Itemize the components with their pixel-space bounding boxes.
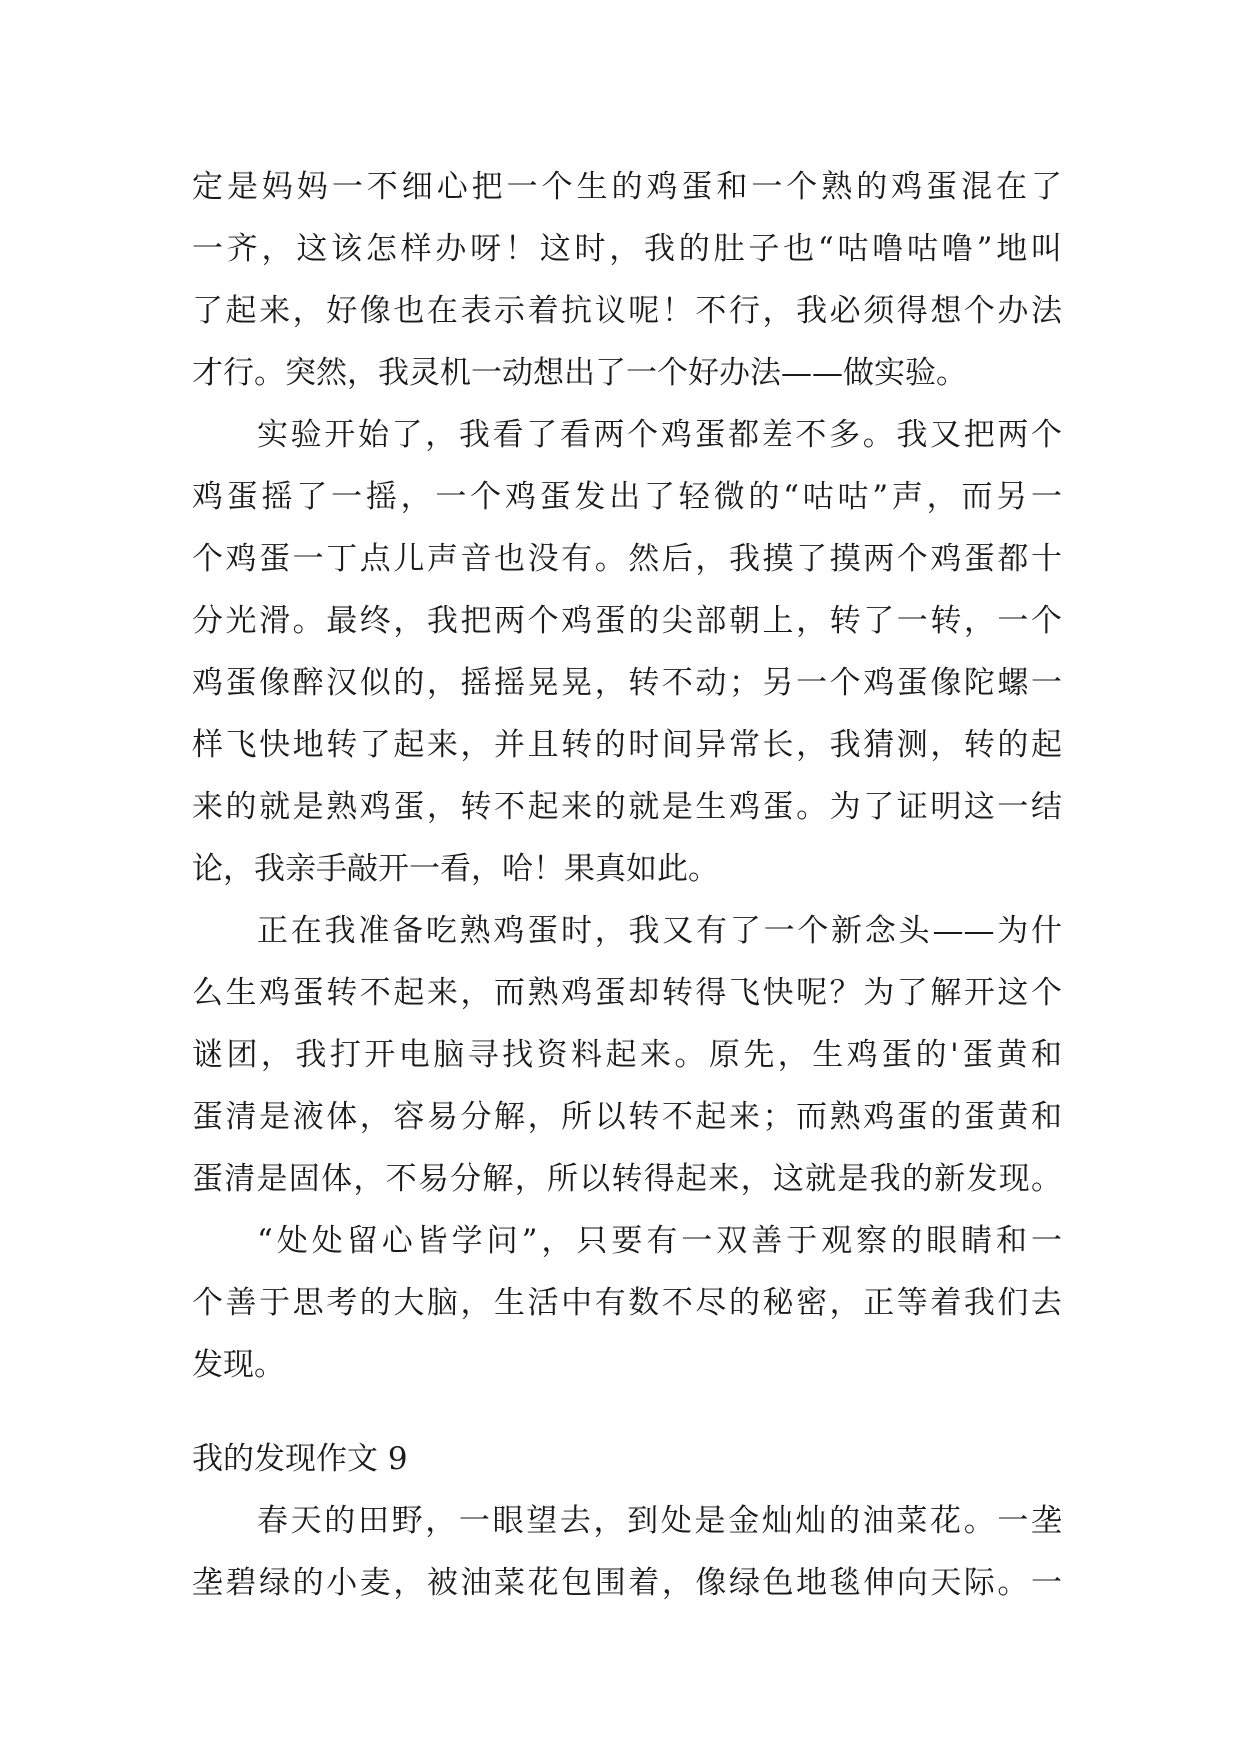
paragraph-2-line-6: 样飞快地转了起来，并且转的时间异常长，我猜测，转的起 (192, 727, 1062, 763)
paragraph-5-line-2: 垄碧绿的小麦，被油菜花包围着，像绿色地毯伸向天际。一 (192, 1565, 1062, 1601)
paragraph-2-line-4: 分光滑。最终，我把两个鸡蛋的尖部朝上，转了一转，一个 (192, 603, 1062, 639)
paragraph-1-line-4: 才行。突然，我灵机一动想出了一个好办法——做实验。 (192, 355, 967, 391)
section-title: 我的发现作文 9 (192, 1441, 408, 1477)
paragraph-1-line-1: 定是妈妈一不细心把一个生的鸡蛋和一个熟的鸡蛋混在了 (192, 169, 1062, 205)
paragraph-4-line-2: 个善于思考的大脑，生活中有数不尽的秘密，正等着我们去 (192, 1285, 1062, 1321)
paragraph-3-line-4: 蛋清是液体，容易分解，所以转不起来；而熟鸡蛋的蛋黄和 (192, 1099, 1062, 1135)
paragraph-1-line-3: 了起来，好像也在表示着抗议呢！不行，我必须得想个办法 (192, 293, 1062, 329)
paragraph-5-line-1: 春天的田野，一眼望去，到处是金灿灿的油菜花。一垄 (257, 1503, 1062, 1539)
paragraph-3-line-1: 正在我准备吃熟鸡蛋时，我又有了一个新念头——为什 (257, 913, 1062, 949)
paragraph-4-line-1: “处处留心皆学问”，只要有一双善于观察的眼睛和一 (257, 1223, 1062, 1259)
paragraph-3-line-2: 么生鸡蛋转不起来，而熟鸡蛋却转得飞快呢？为了解开这个 (192, 975, 1062, 1011)
paragraph-2-line-5: 鸡蛋像醉汉似的，摇摇晃晃，转不动；另一个鸡蛋像陀螺一 (192, 665, 1062, 701)
paragraph-3-line-3: 谜团，我打开电脑寻找资料起来。原先，生鸡蛋的'蛋黄和 (192, 1037, 1062, 1073)
paragraph-2-line-7: 来的就是熟鸡蛋，转不起来的就是生鸡蛋。为了证明这一结 (192, 789, 1062, 825)
paragraph-1-line-2: 一齐，这该怎样办呀！这时，我的肚子也“咕噜咕噜”地叫 (192, 231, 1062, 267)
paragraph-2-line-3: 个鸡蛋一丁点儿声音也没有。然后，我摸了摸两个鸡蛋都十 (192, 541, 1062, 577)
paragraph-2-line-1: 实验开始了，我看了看两个鸡蛋都差不多。我又把两个 (257, 417, 1062, 453)
paragraph-4-line-3: 发现。 (192, 1347, 285, 1383)
paragraph-2-line-2: 鸡蛋摇了一摇，一个鸡蛋发出了轻微的“咕咕”声，而另一 (192, 479, 1062, 515)
paragraph-3-line-5: 蛋清是固体，不易分解，所以转得起来，这就是我的新发现。 (192, 1161, 1062, 1197)
paragraph-2-line-8: 论，我亲手敲开一看，哈！果真如此。 (192, 851, 719, 887)
